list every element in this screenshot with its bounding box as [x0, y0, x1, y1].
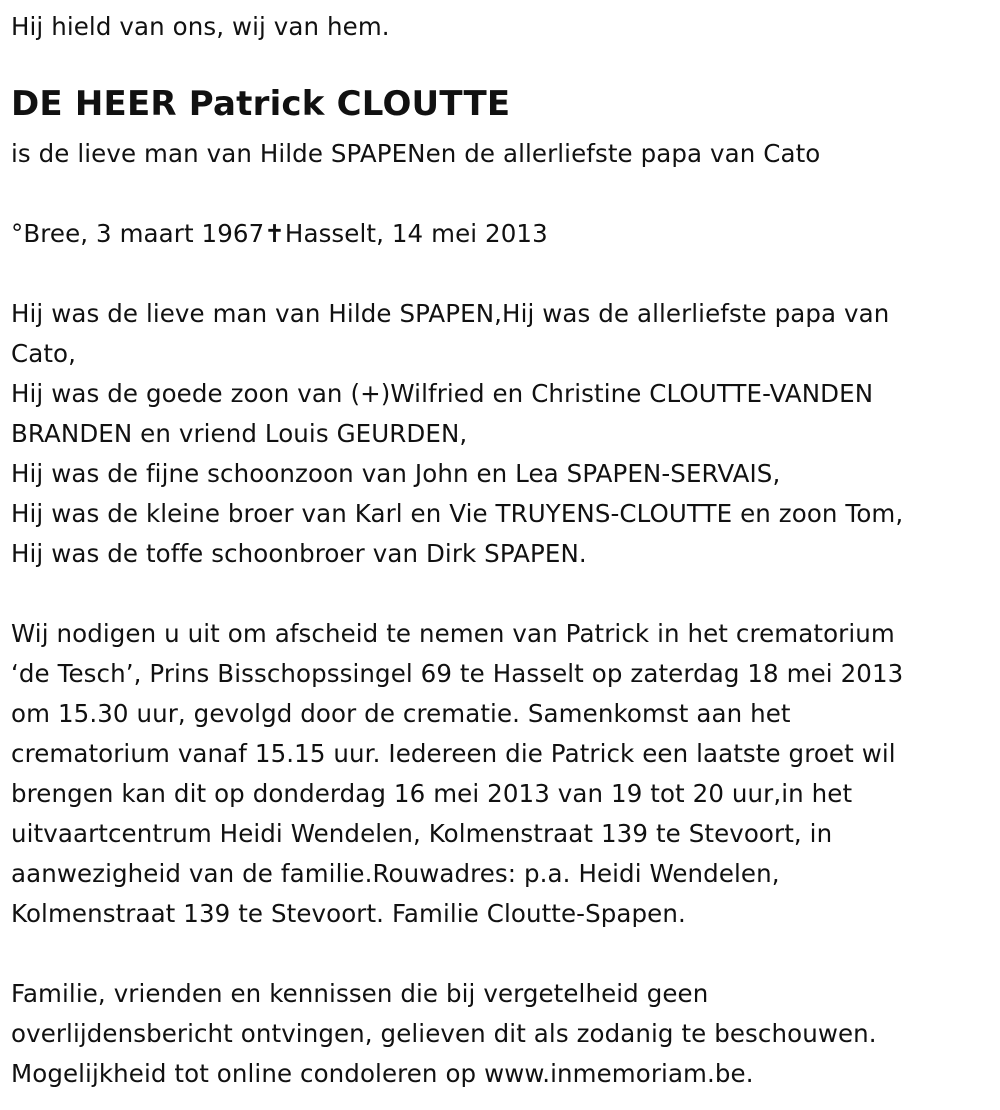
paragraph-line: overlijdensbericht ontvingen, gelieven dit als zodanig te beschouwen.	[11, 1019, 877, 1048]
intro-line: Hij hield van ons, wij van hem.	[11, 12, 390, 41]
paragraph-line: ‘de Tesch’, Prins Bisschopssingel 69 te Hasselt op zaterdag 18 mei 2013	[11, 659, 904, 688]
paragraph-line: Familie, vrienden en kennissen die bij vergetelheid geen	[11, 979, 709, 1008]
paragraph-line: uitvaartcentrum Heidi Wendelen, Kolmenstraat 139 te Stevoort, in	[11, 819, 833, 848]
paragraph-line: aanwezigheid van de familie.Rouwadres: p.a. Heidi Wendelen,	[11, 859, 780, 888]
paragraph-line: crematorium vanaf 15.15 uur. Iedereen die Patrick een laatste groet wil	[11, 739, 896, 768]
paragraph-line: Hij was de fijne schoonzoon van John en Lea SPAPEN-SERVAIS,	[11, 459, 781, 488]
family-subtitle: is de lieve man van Hilde SPAPENen de allerliefste papa van Cato	[11, 139, 821, 168]
paragraph-line: Cato,	[11, 339, 77, 368]
deceased-name: DE HEER Patrick CLOUTTE	[11, 84, 511, 124]
paragraph-line: brengen kan dit op donderdag 16 mei 2013 van 19 tot 20 uur,in het	[11, 779, 853, 808]
paragraph-line: Hij was de lieve man van Hilde SPAPEN,Hij was de allerliefste papa van	[11, 299, 890, 328]
paragraph-line: BRANDEN en vriend Louis GEURDEN,	[11, 419, 468, 448]
paragraph-line: Mogelijkheid tot online condoleren op www.inmemoriam.be.	[11, 1059, 754, 1088]
notice-paragraph	[11, 974, 877, 1094]
paragraph-line: om 15.30 uur, gevolgd door de crematie. Samenkomst aan het	[11, 699, 791, 728]
birth-death-dates: °Bree, 3 maart 1967✝Hasselt, 14 mei 2013	[11, 219, 548, 248]
paragraph-line: Wij nodigen u uit om afscheid te nemen van Patrick in het crematorium	[11, 619, 895, 648]
paragraph-line: Hij was de toffe schoonbroer van Dirk SPAPEN.	[11, 539, 587, 568]
ceremony-paragraph	[11, 614, 903, 934]
paragraph-line: Kolmenstraat 139 te Stevoort. Familie Cloutte-Spapen.	[11, 899, 686, 928]
paragraph-line: Hij was de kleine broer van Karl en Vie TRUYENS-CLOUTTE en zoon Tom,	[11, 499, 904, 528]
paragraph-line: Hij was de goede zoon van (+)Wilfried en Christine CLOUTTE-VANDEN	[11, 379, 874, 408]
relations-paragraph	[11, 294, 903, 574]
